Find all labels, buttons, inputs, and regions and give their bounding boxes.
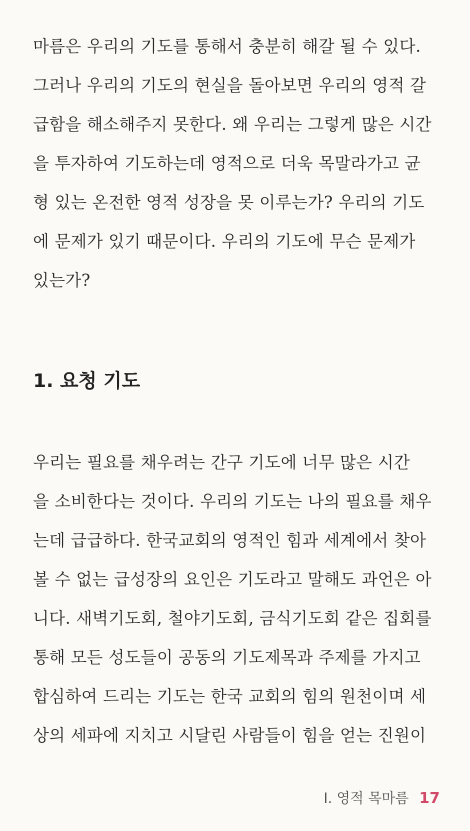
text-line: 상의 세파에 지치고 시달린 사람들이 힘을 얻는 진원이 xyxy=(33,726,427,745)
chapter-title: I. 영적 목마름 xyxy=(323,791,409,807)
text-line: 니다. 새벽기도회, 철야기도회, 금식기도회 같은 집회를 xyxy=(33,609,432,628)
body-paragraph-1 xyxy=(33,27,443,300)
text-line: 급함을 해소해주지 못한다. 왜 우리는 그렇게 많은 시간 xyxy=(33,115,432,134)
section-heading: 1. 요청 기도 xyxy=(33,370,141,392)
page-footer xyxy=(324,788,440,808)
text-line: 을 투자하여 기도하는데 영적으로 더욱 목말라가고 균 xyxy=(33,154,421,173)
text-line: 우리는 필요를 채우려는 간구 기도에 너무 많은 시간 xyxy=(33,453,411,472)
text-line: 통해 모든 성도들이 공동의 기도제목과 주제를 가지고 xyxy=(33,648,421,667)
text-line: 마름은 우리의 기도를 통해서 충분히 해갈 될 수 있다. xyxy=(33,37,421,56)
text-line: 에 문제가 있기 때문이다. 우리의 기도에 무슨 문제가 xyxy=(33,232,416,251)
text-line: 형 있는 온전한 영적 성장을 못 이루는가? 우리의 기도 xyxy=(33,193,425,212)
text-line: 는데 급급하다. 한국교회의 영적인 힘과 세계에서 찾아 xyxy=(33,531,427,550)
text-line: 합심하여 드리는 기도는 한국 교회의 힘의 원천이며 세 xyxy=(33,687,427,706)
text-line: 있는가? xyxy=(33,271,91,290)
text-line: 을 소비한다는 것이다. 우리의 기도는 나의 필요를 채우 xyxy=(33,492,432,511)
text-line: 볼 수 없는 급성장의 요인은 기도라고 말해도 과언은 아 xyxy=(33,570,432,589)
text-line: 그러나 우리의 기도의 현실을 돌아보면 우리의 영적 갈 xyxy=(33,76,427,95)
page-number: 17 xyxy=(419,789,440,807)
body-paragraph-2 xyxy=(33,443,443,755)
